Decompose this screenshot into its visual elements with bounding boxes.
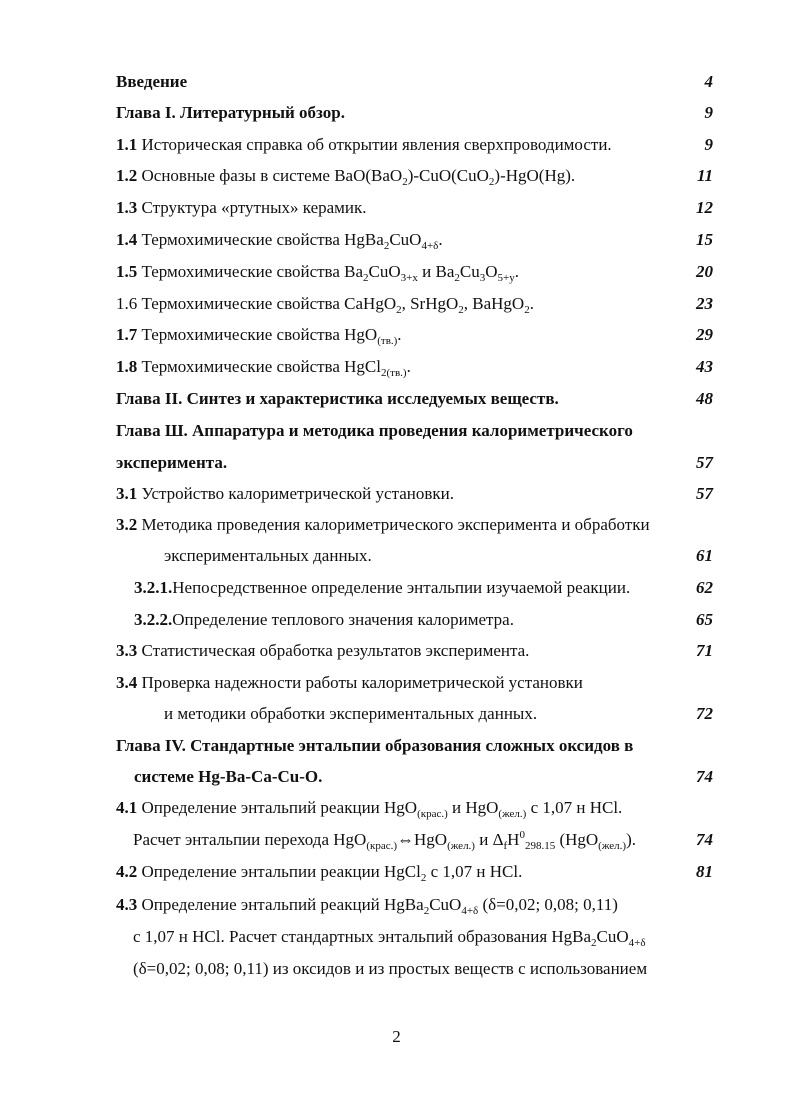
toc-entry-4-3-cont2: (δ=0,02; 0,08; 0,11) из оксидов и из простых веществ с использованием: [133, 959, 648, 978]
toc-page: 57: [696, 484, 713, 503]
toc-page: 48: [696, 389, 713, 408]
toc-entry-chapter-1: Глава I. Литературный обзор.: [116, 103, 345, 122]
toc-entry-chapter-3-cont: эксперимента.: [116, 453, 228, 472]
toc-entry-chapter-4: Глава IV. Стандартные энтальпии образования сложных оксидов в: [116, 736, 634, 755]
toc-entry-3-1: 3.1 Устройство калориметрической установки.: [116, 484, 454, 503]
toc-page: 74: [696, 830, 713, 849]
toc-entry-1-8: 1.8 Термохимические свойства HgCl$_{2(тв.)}$.: [116, 357, 411, 379]
toc-page: 12: [696, 198, 713, 217]
toc-page: 57: [696, 453, 713, 472]
toc-entry-3-2-2: 3.2.2.Определение теплового значения калориметра.: [134, 610, 514, 629]
toc-entry-chapter-2: Глава II. Синтез и характеристика исследуемых веществ.: [116, 389, 559, 408]
toc-entry-chapter-3: Глава Ш. Аппаратура и методика проведения калориметрического: [116, 421, 633, 440]
toc-entry-4-3-cont: с 1,07 н HCl. Расчет стандартных энтальпий образования HgBa$_2$CuO$_{4+\delta}$: [133, 927, 646, 949]
toc-entry-1-7: 1.7 Термохимические свойства HgO$_{(тв.)}$.: [116, 325, 402, 347]
toc-page: 9: [704, 103, 713, 122]
toc-page: 4: [704, 72, 713, 91]
toc-entry-4-2: 4.2 Определение энтальпии реакции HgCl$_2$ с 1,07 н HCl.: [116, 862, 523, 884]
toc-page: 74: [696, 767, 713, 786]
toc-page: 65: [696, 610, 713, 629]
toc-entry-intro: Введение: [116, 72, 188, 91]
toc-page: 61: [696, 546, 713, 565]
page-number: 2: [392, 1027, 401, 1046]
toc-entry-4-1-cont: Расчет энтальпии перехода HgO$_{(крас.)}$⇔HgO$_{(жел.)}$ и $\Delta_fH^0_{298.15}$ (HgO$_{(жел.)}$).: [133, 829, 636, 852]
toc-entry-3-2: 3.2 Методика проведения калориметрического эксперимента и обработки: [116, 515, 650, 534]
toc-page: 11: [696, 166, 713, 185]
toc-page: 71: [696, 641, 713, 660]
toc-page: 43: [696, 357, 713, 376]
toc-page: 23: [696, 294, 713, 313]
toc-entry-1-1: 1.1 Историческая справка об открытии явления сверхпроводимости.: [116, 135, 612, 154]
toc-entry-1-3: 1.3 Структура «ртутных» керамик.: [116, 198, 367, 217]
toc-page: 15: [696, 230, 713, 249]
toc-page: 62: [696, 578, 713, 597]
toc-entry-chapter-4-cont: системе Hg-Ba-Ca-Cu-O.: [134, 767, 323, 786]
toc-page: 9: [704, 135, 713, 154]
toc-entry-4-1: 4.1 Определение энтальпий реакции HgO$_{(крас.)}$ и HgO$_{(жел.)}$ с 1,07 н HCl.: [116, 798, 623, 820]
toc-page: 29: [696, 325, 713, 344]
toc-entry-1-5: 1.5 Термохимические свойства $Ba_2CuO_{3+x}$ и $Ba_2Cu_3O_{5+y}$.: [116, 262, 519, 284]
toc-entry-1-6: 1.6 Термохимические свойства CaHgO$_2$, SrHgO$_2$, BaHgO$_2$.: [116, 294, 534, 316]
toc-page: 72: [696, 704, 713, 723]
toc-entry-3-4-cont: и методики обработки экспериментальных данных.: [164, 704, 538, 723]
toc-entry-4-3: 4.3 Определение энтальпий реакций HgBa$_2$CuO$_{4+\delta}$ (δ=0,02; 0,08; 0,11): [116, 895, 618, 917]
toc-entry-3-3: 3.3 Статистическая обработка результатов эксперимента.: [116, 641, 530, 660]
toc-entry-3-4: 3.4 Проверка надежности работы калориметрической установки: [116, 673, 583, 692]
toc-entry-3-2-1: 3.2.1.Непосредственное определение энтальпии изучаемой реакции.: [134, 578, 631, 597]
toc-entry-1-4: 1.4 Термохимические свойства HgBa$_2$CuO$_{4+\delta}$.: [116, 230, 443, 252]
toc-entry-3-2-cont: экспериментальных данных.: [164, 546, 372, 565]
toc-page: 20: [696, 262, 713, 281]
toc-entry-1-2: 1.2 Основные фазы в системе BaO(BaO$_2$)-CuO(CuO$_2$)-HgO(Hg).: [116, 166, 576, 188]
toc-page: 81: [696, 862, 713, 881]
